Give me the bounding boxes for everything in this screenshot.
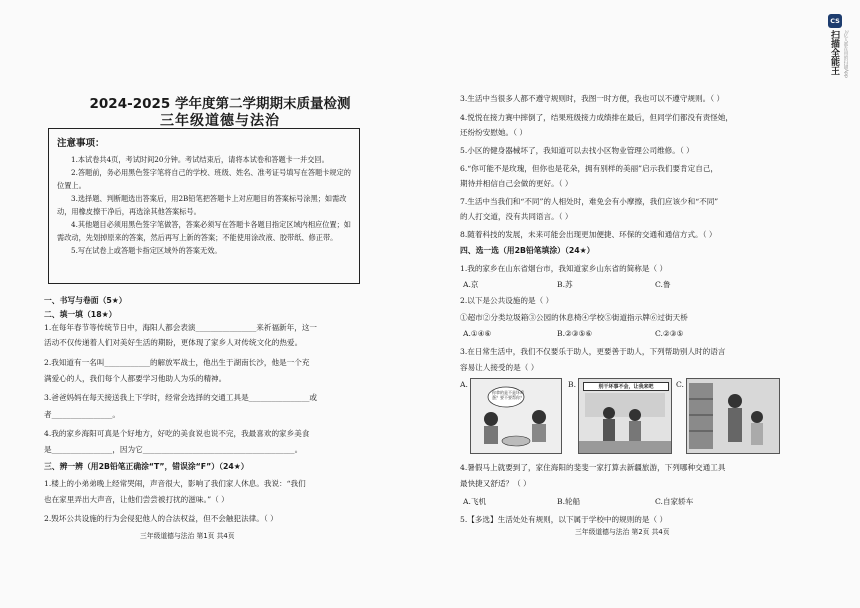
option: A.京 [463,280,479,289]
question-line: 5.小区的健身器械坏了，我知道可以去找小区物业管理公司维修。（ ） [460,146,694,155]
notice-item: 2.答题前，务必用黑色签字笔将自己的学校、班级、姓名、准考证号填写在答题卡规定的位置上。 [57,168,351,190]
question-line: 2.毁坏公共设施的行为会侵犯他人的合法权益，但不会触犯法律。（ ） [44,514,278,523]
option: B.轮船 [557,497,581,506]
speech-bubble-b: 别干坏事不会，让我来吧 [583,382,669,391]
question-line: 2.以下是公共设施的是（ ） [460,296,554,305]
option: B.②③⑤⑥ [557,329,593,338]
question-line: 活动不仅传递着人们对美好生活的期盼，更体现了家乡人对传统文化的热爱。 [44,338,303,347]
exam-title: 2024-2025 学年度第二学期期末质量检测 [89,96,351,112]
question-line: 3.生活中当很多人都不遵守规则时，我图一时方便，我也可以不遵守规则。（ ） [460,94,725,103]
question-line: 6.“你可能不是玫瑰，但你也是花朵，拥有别样的美丽”启示我们要肯定自己， [460,164,719,173]
question-line: 3.在日常生活中，我们不仅要乐于助人，更要善于助人，下列帮助别人时的语言 [460,347,726,356]
option: A.①④⑥ [463,329,492,338]
section-writing: 一、书写与卷面（5★） [44,296,127,305]
option-label: A. [460,380,468,389]
option: C.自家轿车 [655,497,694,506]
page-footer: 三年级道德与法治 第1页 共4页 [140,532,235,540]
question-line: 4.我的家乡海阳可真是个好地方，好吃的美食说也说不完，我最喜欢的家乡美食 [44,429,310,438]
question-line: 4.悦悦在接力赛中摔倒了，结果班级接力成绩排在最后，但同学们都没有责怪她， [460,113,734,122]
notice-box [48,128,360,284]
question-line: 期待并相信自己会做的更好。（ ） [460,179,573,188]
notice-item: 1.本试卷共4页，考试时间20分钟。考试结束后，请将本试卷和答题卡一并交回。 [71,155,329,164]
option-label: C. [676,380,684,389]
section-choice: 四、选一选（用2B铅笔填涂）（24★） [460,246,595,255]
question-line: 满爱心的人，我们每个人都要学习他助人为乐的精神。 [44,374,227,383]
section-judge: 三、辨一辨（用2B铅笔正确涂“T”，错误涂“F”）（24★） [44,462,249,471]
question-line: 还纷纷安慰她。（ ） [460,128,527,137]
option: B.苏 [557,280,573,289]
scanner-app-name: 扫描全能王 [829,30,839,75]
question-line: 也在家里弄出大声音，让他们尝尝被打扰的滋味。”（ ） [44,495,229,504]
question-line: 8.随着科技的发展，未来可能会出现更加便捷、环保的交通和通信方式。（ ） [460,230,717,239]
question-line: ①超市②分类垃圾箱③公园的休息椅④学校⑤街道指示牌⑥过街天桥 [460,313,688,322]
question-line: 1.在每年春节等传统节日中，海阳人都会表演________________来祈福新年，这一 [44,323,318,332]
question-line: 5.【多选】生活处处有规则，以下属于学校中的规则的是（ ） [460,515,668,524]
illustration-b [578,378,672,454]
scanner-logo [828,14,846,84]
speech-bubble-a: 你拿的是不是坏鸡蛋？要不要帮你？ [492,390,524,400]
question-line: 7.生活中当我们和“不同”的人相处时，难免会有小摩擦，我们应该少和“不同” [460,197,719,206]
question-line: 1.我的家乡在山东省烟台市，我知道家乡山东省的简称是（ ） [460,264,668,273]
notice-heading: 注意事项： [57,138,105,149]
illustration-a [470,378,562,454]
question-line: 4.暑假马上就要到了，家住海阳的斐斐一家打算去新疆旅游，下列哪种交通工具 [460,463,726,472]
cs-logo-icon: CS [828,14,842,28]
question-line: 者________________。 [44,410,120,419]
option: C.鲁 [655,280,671,289]
question-line: 容易让人接受的是（ ） [460,363,539,372]
question-line: 的人打交道，没有共同语言。（ ） [460,212,573,221]
question-line: 1.楼上的小弟弟晚上经常哭闹，声音很大，影响了我们家人休息。我说：“我们 [44,479,306,488]
notice-item: 3.选择题、判断题选出答案后，用2B铅笔把答题卡上对应题目的答案标号涂黑；如需改动，用橡皮擦干净后，再选涂其他答案标号。 [57,194,347,216]
scanner-tagline: 3亿人都在用的扫描App [843,30,848,78]
option: A.飞机 [463,497,487,506]
option-label: B. [568,380,576,389]
section-fill: 二、填一填（18★） [44,310,117,319]
question-line: 是________________，因为它________________________________________。 [44,445,303,454]
exam-subject: 三年级道德与法治 [160,113,280,129]
notice-item: 4.其他题目必须用黑色签字笔做答，答案必须写在答题卡各题目指定区域内相应位置；如需改动，先划掉原来的答案，然后再写上新的答案；不能使用涂改液、胶带纸、修正带。 [57,220,351,242]
notice-item: 5.写在试卷上或答题卡指定区域外的答案无效。 [71,246,222,255]
question-line: 3.爸爸妈妈在每天接送我上下学时，经常会选择的交通工具是________________或 [44,393,318,402]
option: C.②③⑤ [655,329,684,338]
illustration-c [686,378,780,454]
question-line: 2.我知道有一名叫____________的解放军战士，他出生于湖南长沙，他是一个充 [44,358,310,367]
question-line: 最快捷又舒适？（ ） [460,479,531,488]
page-footer: 三年级道德与法治 第2页 共4页 [575,528,670,536]
